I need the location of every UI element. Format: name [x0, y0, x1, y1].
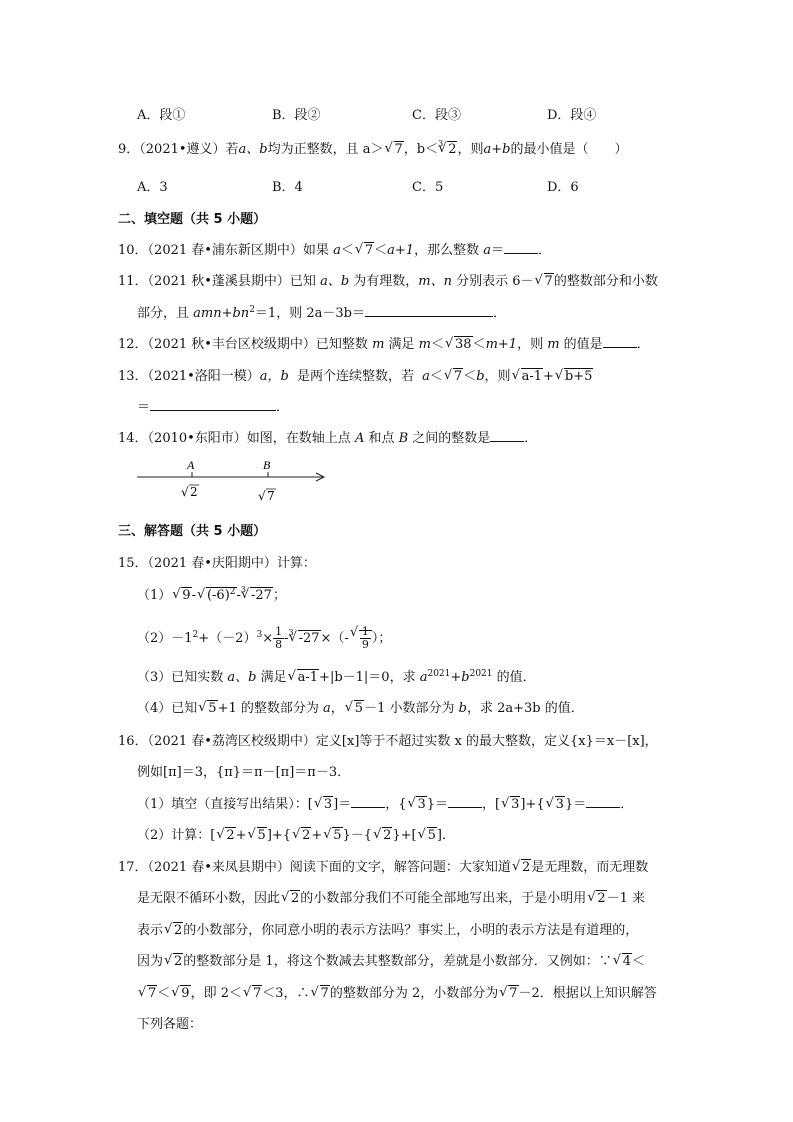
- radicand: 7: [394, 142, 403, 157]
- answer-blank[interactable]: [351, 795, 385, 808]
- minus: -: [191, 588, 196, 603]
- question-17-line-3: [137, 919, 638, 938]
- numerator: √ 1: [361, 625, 369, 638]
- exponent: 2: [229, 587, 236, 597]
- q9-vars: a、b: [238, 142, 268, 157]
- question-17-line-4: [137, 950, 645, 969]
- equals: ＝: [137, 400, 151, 415]
- question-17-line-1: [118, 856, 648, 875]
- text: 满足: [256, 670, 287, 685]
- exponent: 2: [192, 630, 199, 640]
- sqrt-7: [444, 369, 463, 384]
- period: ．: [636, 337, 650, 352]
- text: 因为: [137, 954, 164, 969]
- text: （1）填空（直接写出结果）：[: [137, 797, 313, 812]
- question-13-line-1: [118, 365, 593, 384]
- radicand: -27: [251, 588, 272, 603]
- var-b: b: [461, 670, 470, 685]
- text: ，则: [484, 369, 511, 384]
- text: 的整数部分是 1，将这个数减去其整数部分，差就是小数部分．又例如：∵: [183, 954, 612, 969]
- cbrt-neg27: [241, 588, 273, 603]
- radicand: [206, 587, 237, 603]
- denominator: 9: [361, 638, 369, 651]
- cube-index: 3: [438, 139, 444, 148]
- var-b: b: [458, 701, 467, 716]
- point-a: A: [354, 431, 365, 446]
- text: －1 小数部分为: [364, 701, 459, 716]
- q16-part-2: [137, 824, 455, 843]
- text: ＜: [157, 986, 171, 1001]
- q15-part-1: [137, 584, 286, 603]
- text: ，[: [482, 797, 501, 812]
- radicand: 9: [181, 986, 190, 1001]
- text: }+[: [392, 828, 417, 843]
- var-a: a: [422, 369, 430, 384]
- question-10: [118, 239, 551, 258]
- option-b: B．4: [272, 180, 303, 195]
- sqrt-7: [138, 986, 157, 1001]
- cube-index: 3: [288, 628, 294, 637]
- less-than: ＜: [463, 369, 477, 384]
- period: ．: [524, 431, 538, 446]
- var-b: b: [476, 369, 485, 384]
- sqrt-2: [512, 860, 531, 875]
- answer-blank[interactable]: [448, 795, 482, 808]
- sqrt-2: [587, 891, 606, 906]
- sqrt-2: [164, 954, 183, 969]
- text: ]+{: [266, 828, 292, 843]
- var-a: a: [483, 243, 491, 258]
- q15-part-3: [137, 666, 536, 685]
- radicand: 5: [427, 828, 436, 843]
- radicand: 2: [291, 891, 300, 906]
- text: ]＝: [333, 797, 352, 812]
- text: +1 的整数部分为: [217, 701, 323, 716]
- q9-mid3: ，则: [457, 142, 484, 157]
- option-a: A．3: [137, 180, 168, 195]
- text: ×（-: [320, 631, 349, 646]
- sqrt-7: [385, 142, 404, 157]
- less-than: ＜: [472, 337, 486, 352]
- sqrt-2: [216, 828, 235, 843]
- radicand: 7: [252, 986, 262, 1001]
- text: 为有理数，: [349, 274, 419, 289]
- text: 11．（2021 秋•蓬溪县期中）已知: [118, 274, 321, 289]
- radicand: a-1: [521, 369, 542, 384]
- sqrt-3: [501, 797, 520, 812]
- radicand: -27: [298, 631, 320, 646]
- text: +|b－1|＝0，求: [319, 670, 420, 685]
- period: ．: [620, 797, 634, 812]
- text: （2）－1: [137, 631, 193, 646]
- less-than: ＜: [430, 337, 444, 352]
- text: 分别表示 6－: [451, 274, 534, 289]
- text: （4）已知: [137, 701, 198, 716]
- question-16-line-2: 例如[π]＝3，{π}＝π－[π]＝π－3．: [137, 765, 351, 780]
- option-a: A．段①: [137, 108, 186, 123]
- q15-part-2: [137, 626, 391, 651]
- cbrt-2: [438, 142, 457, 157]
- vars: a，b: [259, 369, 289, 384]
- point-b: B: [398, 431, 409, 446]
- answer-blank[interactable]: [365, 304, 493, 317]
- radicand: 3: [323, 797, 333, 812]
- question-11-line-1: [118, 270, 658, 289]
- var-a: a: [333, 243, 341, 258]
- equals: ＝: [490, 243, 504, 258]
- period: ．: [492, 306, 506, 321]
- sqrt-5: [418, 828, 437, 843]
- base: (-6): [206, 588, 230, 603]
- question-9: [118, 138, 627, 157]
- expr: amn+bn: [193, 306, 250, 321]
- question-11-line-2: [137, 302, 506, 321]
- q10-prefix: 10．（2021 春•浦东新区期中）如果: [118, 243, 334, 258]
- question-17-line-5: [137, 982, 657, 1001]
- cube-index: 3: [240, 585, 247, 594]
- sqrt-9: [171, 986, 190, 1001]
- exponent: 3: [256, 630, 263, 640]
- var-m: m: [418, 337, 431, 352]
- sqrt-3: [407, 797, 426, 812]
- radicand: 7: [148, 986, 157, 1001]
- radicand: [359, 625, 372, 651]
- sqrt-5: [323, 828, 342, 843]
- sqrt-a-minus-1: [288, 670, 319, 685]
- q9-tail: 的最小值是（ ）: [510, 142, 628, 157]
- radicand: 2: [302, 828, 311, 843]
- radicand: 3: [417, 797, 426, 812]
- radicand: 2: [521, 860, 531, 875]
- q10-tail: ，那么整数: [414, 243, 484, 258]
- answer-blank[interactable]: [504, 241, 538, 254]
- text: 的小数部分，你同意小明的表示方法吗？事实上，小明的表示方法是有道理的，: [183, 923, 639, 938]
- sqrt-2: [292, 828, 311, 843]
- plus: +: [542, 369, 554, 384]
- sqrt-7: [311, 986, 330, 1001]
- text: }－{: [342, 828, 373, 843]
- q9-prefix: 9．（2021•遵义）若: [118, 142, 239, 157]
- question-17-line-6: 下列各题：: [137, 1017, 203, 1032]
- sqrt-5: [248, 828, 267, 843]
- text: ＜3，∴: [262, 986, 310, 1001]
- text: +（－2）: [198, 631, 257, 646]
- text: （2）计算：[: [137, 828, 216, 843]
- period: ．: [537, 243, 551, 258]
- text: ）；: [371, 631, 392, 646]
- exponent: 2021: [469, 669, 493, 679]
- q9-mid: 均为正整数，且 a＞: [267, 142, 384, 157]
- question-14: [118, 427, 537, 446]
- radicand: 38: [455, 337, 472, 352]
- text: 的整数部分为 2，小数部分为: [329, 986, 499, 1001]
- sqrt-5: [198, 701, 217, 716]
- text: 17．（2021 春•来凤县期中）阅读下面的文字，解答问题：大家知道: [118, 860, 511, 875]
- label-b: B: [263, 458, 271, 472]
- radicand: 7: [453, 369, 463, 384]
- radicand: 2: [448, 142, 457, 157]
- fraction-1-9: [360, 626, 371, 651]
- vars: a、b: [227, 670, 257, 685]
- exponent: 2: [249, 305, 255, 315]
- text: 之间的整数是: [408, 431, 491, 446]
- section-title: 三、解答题（共 5 小题）: [118, 524, 267, 539]
- radicand: 3: [511, 797, 520, 812]
- radicand: 5: [208, 701, 217, 716]
- radicand: 2: [383, 828, 392, 843]
- radicand: 7: [364, 243, 374, 258]
- number-line-figure: [135, 455, 335, 505]
- text: }＝: [426, 797, 449, 812]
- sqrt-b-plus-5: [555, 369, 594, 384]
- plus: +: [311, 828, 323, 843]
- text: 12．（2021 秋•丰台区校级期中）已知整数: [118, 337, 373, 352]
- var-m: m: [372, 337, 385, 352]
- numerator: 1: [275, 625, 283, 638]
- times: ×: [262, 631, 274, 646]
- text: ＝1，则 2a－3b＝: [254, 306, 365, 321]
- text: ，则: [517, 337, 548, 352]
- vars: m、n: [418, 274, 452, 289]
- text: }＝: [564, 797, 587, 812]
- text: －2．根据以上知识解答: [518, 986, 657, 1001]
- question-17-line-2: [137, 887, 645, 906]
- radicand: 3: [555, 797, 564, 812]
- radicand: 2: [226, 828, 235, 843]
- answer-blank[interactable]: [603, 335, 637, 348]
- var-a: a: [419, 670, 428, 685]
- radicand: 5: [333, 828, 342, 843]
- text: －1 来: [606, 891, 645, 906]
- radicand: 4: [622, 954, 631, 969]
- option-c: C．段③: [412, 108, 461, 123]
- text: ]．: [436, 828, 455, 843]
- q9-expr: a+b: [483, 142, 511, 157]
- answer-blank[interactable]: [150, 398, 276, 411]
- text: 和点: [364, 431, 399, 446]
- text: ，求 2a+3b 的值．: [466, 701, 584, 716]
- radicand: 2: [174, 954, 183, 969]
- radicand: 2: [174, 923, 183, 938]
- option-c: C．5: [412, 180, 444, 195]
- question-16-line-1: 16．（2021 春•荔湾区校级期中）定义[x]等于不超过实数 x 的最大整数，定义{x}＝x－[x]，: [118, 734, 658, 749]
- text: （3）已知实数: [137, 670, 228, 685]
- sqrt-3: [546, 797, 565, 812]
- question-15: 15．（2021 春•庆阳期中）计算：: [118, 556, 316, 571]
- question-12: [118, 333, 650, 352]
- text: 的整数部分和小数: [553, 274, 658, 289]
- radicand: 9: [182, 588, 191, 603]
- answer-blank[interactable]: [586, 795, 620, 808]
- q9-mid2: ，b＜: [403, 142, 439, 157]
- sqrt-2: [373, 828, 392, 843]
- value-a: 2: [190, 485, 198, 499]
- sqrt-7: [243, 986, 262, 1001]
- radicand: 5: [257, 828, 266, 843]
- label-a: A: [187, 458, 195, 472]
- sqrt-3: [314, 797, 333, 812]
- vars: a、b: [320, 274, 350, 289]
- section-title: 二、填空题（共 5 小题）: [118, 212, 267, 227]
- text: 13．（2021•洛阳一模）: [118, 369, 260, 384]
- var-a: a: [323, 701, 331, 716]
- text: ＜: [631, 954, 645, 969]
- option-d: D．6: [547, 180, 579, 195]
- sqrt-2: [164, 923, 183, 938]
- sqrt-7: [499, 986, 518, 1001]
- sqrt-sign: √: [258, 489, 266, 503]
- radicand: a-1: [297, 670, 319, 685]
- radicand: 7: [544, 274, 553, 289]
- exponent: 2021: [427, 669, 451, 679]
- sqrt-5: [345, 701, 364, 716]
- cbrt-neg27: [289, 631, 321, 646]
- period: ．: [276, 400, 290, 415]
- radicand: b+5: [564, 369, 593, 384]
- less-than: ＜: [374, 243, 388, 258]
- text: ，即 2＜: [190, 986, 242, 1001]
- sqrt-7: [535, 274, 554, 289]
- less-than: ＜: [429, 369, 443, 384]
- sqrt-9: [172, 588, 191, 603]
- text: 是两个连续整数，若: [288, 369, 423, 384]
- sqrt-38: [445, 337, 473, 352]
- expr: m+1: [485, 337, 518, 352]
- sqrt-4: [613, 954, 632, 969]
- answer-blank[interactable]: [490, 429, 524, 442]
- sqrt-square: [197, 588, 237, 603]
- plus: +: [450, 670, 462, 685]
- sqrt-fraction: [350, 626, 372, 651]
- var-m: m: [547, 337, 560, 352]
- text: 满足: [384, 337, 419, 352]
- text: 的值．: [492, 670, 536, 685]
- minus: -: [284, 631, 289, 646]
- text: 是无理数，而无理数: [531, 860, 649, 875]
- plus: +: [235, 828, 247, 843]
- fraction-1-8: [273, 626, 284, 651]
- radicand: 2: [597, 891, 606, 906]
- value-b: 7: [267, 489, 275, 503]
- q15-part-4: [137, 697, 584, 716]
- text: ，{: [385, 797, 407, 812]
- sqrt-sign: √: [181, 485, 189, 499]
- less-than: ＜: [340, 243, 354, 258]
- expr: a+1: [387, 243, 415, 258]
- text: ]+{: [520, 797, 545, 812]
- text: 的小数部分我们不可能全部地写出来，于是小明用: [300, 891, 587, 906]
- minus: -: [236, 588, 241, 603]
- semicolon: ；: [272, 588, 286, 603]
- text: 14．（2010•东阳市）如图，在数轴上点: [118, 431, 355, 446]
- option-d: D．段④: [547, 108, 597, 123]
- q16-part-1: [137, 793, 633, 812]
- text: 表示: [137, 923, 164, 938]
- sqrt-2: [281, 891, 300, 906]
- denominator: 8: [275, 638, 283, 651]
- question-13-line-2: [137, 396, 289, 415]
- text: 是无限不循环小数，因此: [137, 891, 281, 906]
- radicand: 5: [354, 701, 364, 716]
- text: 部分，且: [137, 306, 194, 321]
- sqrt-a-minus-1: [512, 369, 543, 384]
- text: ，: [330, 701, 344, 716]
- radicand: 7: [509, 986, 518, 1001]
- option-b: B．段②: [272, 108, 321, 123]
- text: （1）: [137, 588, 172, 603]
- text: 的值是: [559, 337, 603, 352]
- sqrt-7: [355, 243, 374, 258]
- radicand: 7: [320, 986, 329, 1001]
